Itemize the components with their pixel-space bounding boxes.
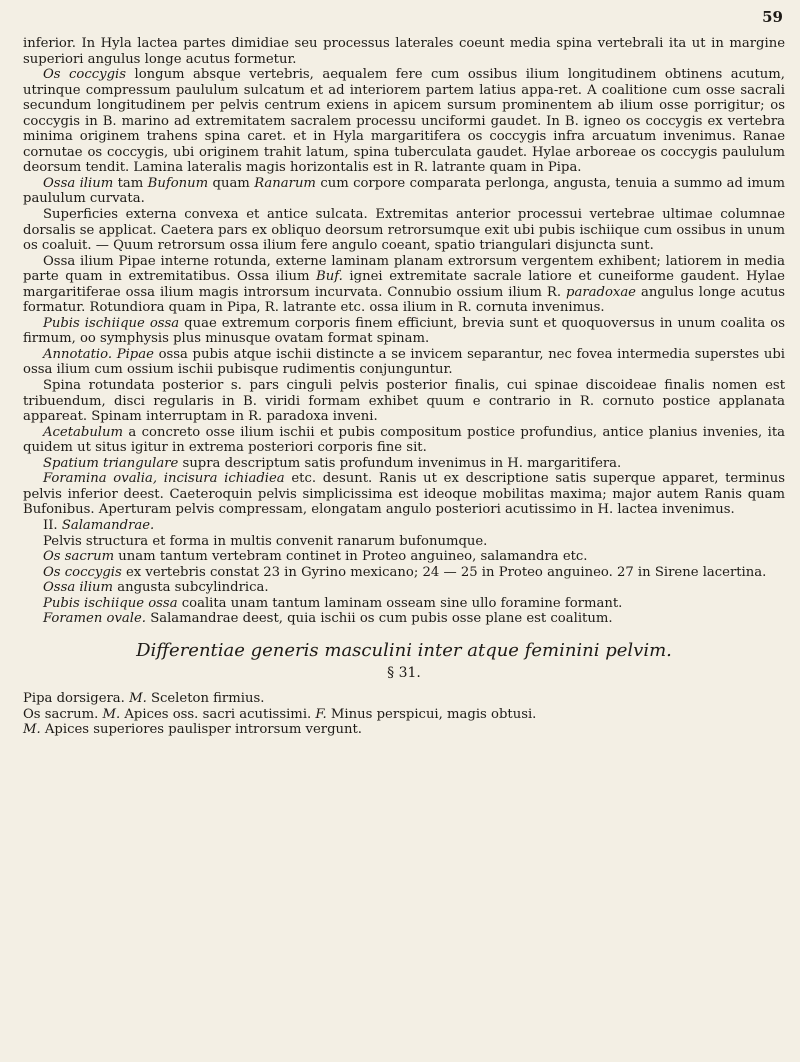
- paragraph-p1: [23, 36, 785, 67]
- italic-term: M.: [102, 706, 121, 722]
- italic-term: Spatium triangulare: [43, 455, 179, 471]
- text-run: Minus perspicui, magis obtusi.: [326, 706, 537, 722]
- text-run: ex vertebris constat 23 in Gyrino mexicano; 24 — 25 in Proteo anguineo. 27 in Sirene lacertina.: [121, 564, 767, 580]
- italic-term: paradoxae: [566, 284, 636, 300]
- italic-term: Os sacrum: [43, 549, 115, 565]
- text-run: ignei extremitate sacrale latiore et cuneiforme gaudent. Hylae margaritiferae ossa ilium magis introrsum incurvata. Connubio ossium ilium R.: [23, 269, 785, 300]
- text-run: Apices superiores paulisper introrsum vergunt.: [40, 722, 363, 738]
- paragraph-p8: [23, 378, 785, 425]
- page-number: 59: [762, 8, 783, 26]
- italic-term: Os coccygis: [43, 67, 127, 83]
- italic-term: Pubis ischiique ossa: [43, 595, 178, 611]
- italic-term: Acetabulum: [43, 424, 124, 440]
- text-run: II.: [43, 517, 62, 533]
- text-run: a concreto osse ilium ischii et pubis compositum postice profundius, antice planius invenies, ita quidem ut situs igitur in extrema posteriori corporis fine sit.: [23, 424, 785, 456]
- text-run: Superficies externa convexa et antice sulcata. Extremitas anterior processui vertebrae ultimae columnae dorsalis se applicat. Caetera pars ex obliquo deorsum retrorsumque exit ubi pubis ischiique cum ossibus in unum os coaluit. — Quum retrorsum ossa ilium fere angulo coeant, spatio triangulari disjuncta sunt.: [23, 207, 785, 254]
- text-run: inferior. In Hyla lactea partes dimidiae seu processus laterales coeunt media spina vertebrali ita ut in margine superiori angulus longe acutus formetur.: [23, 36, 785, 67]
- text-run: Salamandrae deest, quia ischii os cum pubis osse plane est coalitum.: [146, 611, 613, 627]
- text-run: tam: [113, 175, 148, 191]
- italic-term: Foramen ovale.: [43, 611, 146, 627]
- italic-term: Ossa ilium: [43, 580, 114, 596]
- text-run: Os sacrum.: [23, 706, 103, 722]
- paragraph-p5: [23, 254, 785, 316]
- text-run: supra descriptum satis profundum invenimus in H. margaritifera.: [178, 455, 622, 471]
- italic-term: M.: [129, 691, 147, 707]
- paragraph-p18: [23, 611, 785, 627]
- paragraph-p11: [23, 471, 785, 518]
- body-text: [23, 36, 785, 738]
- lower-section: [23, 691, 785, 738]
- upper-section: [23, 36, 785, 627]
- section-number: § 31.: [387, 664, 421, 681]
- paragraph-p14: [23, 549, 785, 565]
- text-run: longum absque vertebris, aequalem fere cum ossibus ilium longitudinem obtinens acutum, utrinque compressum paululum sulcatum et ad interiorem partem latius appa-ret. A coalitione cum osse sacrali secundum longitudinem per pelvis centrum exiens in apicem sursum prominentem ab ilium osse porrigitur; os coccygis in B. marino ad extremitatem sacralem processu unciformi gaudet. In B. igneo os coccygis ex vertebra minima originem trahens spina caret. et in Hyla margaritifera os coccygis infra arcuatum invenimus. Ranae cornutae os coccygis, ubi originem trahit latum, spina tuberculata gaudet. Hylae arboreae os coccygis paululum deorsum tendit. Lamina lateralis magis horizontalis est in R. latrante quam in Pipa.: [23, 67, 785, 176]
- text-run: angulus longe acutus formatur. Rotundiora quam in Pipa, R. latrante etc. ossa ilium in R. cornuta invenimus.: [23, 284, 786, 316]
- paragraph-p16: [23, 580, 785, 596]
- section-heading: Differentiae generis masculini inter atque feminini pelvim.: [136, 639, 672, 661]
- italic-term: M.: [23, 722, 41, 738]
- paragraph-p4: [23, 207, 785, 254]
- italic-term: Buf.: [316, 269, 343, 285]
- paragraph-p6: [23, 316, 785, 347]
- italic-term: Os coccygis: [43, 564, 122, 580]
- text-run: Spina rotundata posterior s. pars cinguli pelvis posterior finalis, cui spinae discoideae finalis nomen est tribuendum, disci regularis in B. viridi formam exhibet quum e contrario in R. cornuto postice applanata appareat. Spinam interruptam in R. paradoxa inveni.: [23, 378, 785, 425]
- italic-term: Bufonum: [147, 175, 209, 191]
- text-run: angusta subcylindrica.: [113, 580, 269, 596]
- italic-term: Pipae: [116, 346, 154, 362]
- text-run: quae extremum corporis finem efficiunt, brevia sunt et quoquoversus in unum coalita os firmum, oo symphysis plus minusque ovatam format spinam.: [23, 315, 785, 347]
- text-run: Pipa dorsigera.: [23, 691, 130, 707]
- text-run: ossa pubis atque ischii distincte a se invicem separantur, nec fovea intermedia superstes ubi ossa ilium cum ossium ischii pubisque rudimentis conjunguntur.: [23, 346, 785, 378]
- text-run: etc. desunt. Ranis ut ex descriptione satis superque apparet, terminus pelvis inferior deest. Caeteroquin pelvis simplicissima est ideoque mobilitas maxima; major autem Ranis quam Bufonibus. Aperturam pelvis compressam, elongatam angulo posteriori acutissimo in H. lactea invenimus.: [23, 471, 785, 518]
- text-run: quam: [208, 175, 255, 191]
- text-run: Sceleton firmius.: [146, 691, 265, 707]
- paragraph-p7: [23, 347, 785, 378]
- paragraph-p12: [23, 518, 785, 534]
- text-run: Pelvis structura et forma in multis convenit ranarum bufonumque.: [43, 533, 488, 549]
- text-run: Apices oss. sacri acutissimi.: [120, 706, 316, 722]
- text-run: unam tantum vertebram continet in Proteo anguineo, salamandra etc.: [114, 549, 588, 565]
- paragraph-q1: [23, 691, 785, 707]
- text-run: Ossa ilium Pipae interne rotunda, externe laminam planam extrorsum vergentem exhibent; latiorem in media parte quam in extremitatibus. Ossa ilium: [23, 253, 785, 285]
- paragraph-p17: [23, 596, 785, 612]
- italic-term: Salamandrae.: [61, 517, 155, 533]
- text-run: coalita unam tantum laminam osseam sine ullo foramine formant.: [177, 595, 623, 611]
- paragraph-p2: [23, 67, 785, 176]
- italic-term: F.: [315, 706, 327, 722]
- paragraph-q3: [23, 722, 785, 738]
- italic-term: Foramina ovalia, incisura ichiadiea: [43, 471, 285, 487]
- text-run: cum corpore comparata perlonga, angusta, tenuia a summo ad imum paululum curvata.: [23, 175, 785, 207]
- paragraph-p10: [23, 456, 785, 472]
- italic-term: Pubis ischiique ossa: [43, 315, 180, 331]
- paragraph-q2: [23, 707, 785, 723]
- italic-term: Annotatio.: [43, 346, 113, 362]
- italic-term: Ossa ilium: [43, 175, 114, 191]
- paragraph-p15: [23, 565, 785, 581]
- paragraph-p13: [23, 534, 785, 550]
- paragraph-p3: [23, 176, 785, 207]
- italic-term: Ranarum: [254, 175, 316, 191]
- paragraph-p9: [23, 425, 785, 456]
